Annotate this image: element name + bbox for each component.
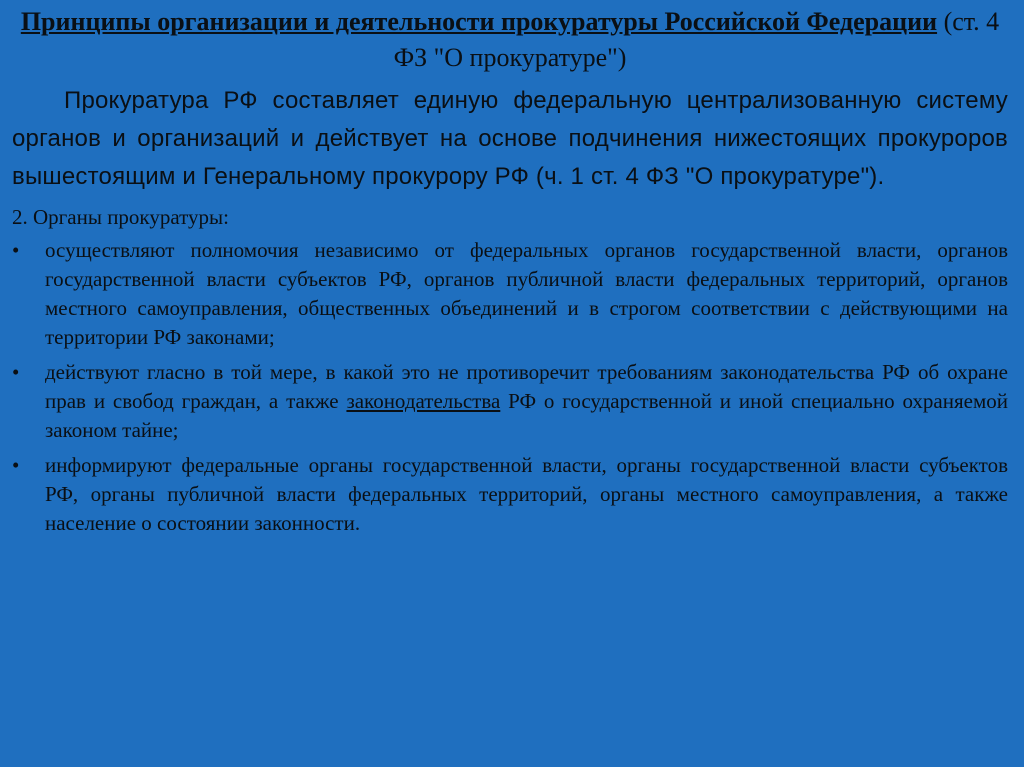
slide-title — [12, 2, 1008, 76]
bullet-icon: • — [12, 453, 20, 477]
section-heading: 2. Органы прокуратуры: — [12, 205, 229, 229]
bullet-list — [12, 236, 1008, 538]
list-item — [12, 236, 1008, 352]
list-item — [12, 358, 1008, 445]
bullet-text-before: действуют гласно в той мере, в какой это не противоречит требованиям законодательства РФ об охране прав и свобод граждан, а также — [45, 360, 1008, 413]
title-reference: (ст. 4 ФЗ "О прокуратуре") — [393, 7, 1000, 72]
legislation-link[interactable]: законодательства — [346, 389, 501, 413]
bullet-text-after: РФ о государственной и иной специально охраняемой законом тайне; — [45, 389, 1008, 442]
bullet-text: информируют федеральные органы государственной власти, органы государственной власти субъектов РФ, органы публичной власти федеральных территорий, органы местного самоуправления, а также население о состоянии законности. — [45, 453, 1008, 535]
bullet-text: осуществляют полномочия независимо от федеральных органов государственной власти, органов государственной власти субъектов РФ, органов публичной власти федеральных территорий, органов местного самоуправления, общественных объединений и в строгом соответствии с действующими на территории РФ законами; — [45, 238, 1008, 349]
list-item — [12, 451, 1008, 538]
title-main: Принципы организации и деятельности прокуратуры Российской Федерации — [20, 7, 938, 36]
bullet-icon: • — [12, 360, 20, 384]
bullet-icon: • — [12, 238, 20, 262]
intro-paragraph: Прокуратура РФ составляет единую федеральную централизованную систему органов и организаций и действует на основе подчинения нижестоящих прокуроров вышестоящим и Генеральному прокурору РФ (ч. 1 ст. 4 ФЗ "О прокуратуре"). — [12, 87, 1008, 190]
